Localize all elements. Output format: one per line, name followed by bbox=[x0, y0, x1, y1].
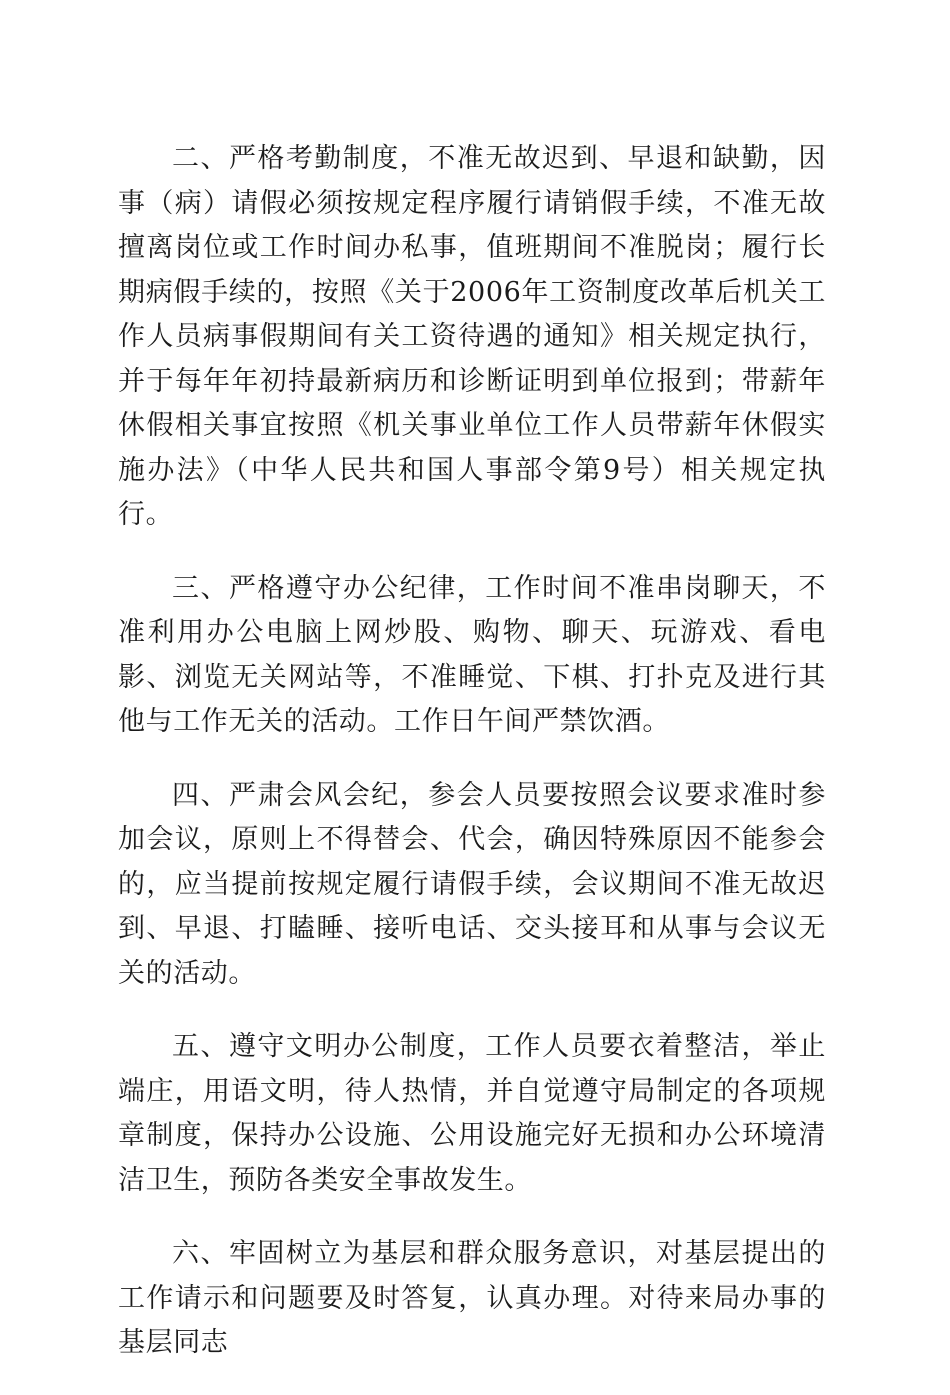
paragraph-attendance-rules: 二、严格考勤制度，不准无故迟到、早退和缺勤，因事（病）请假必须按规定程序履行请销假手续，不准无故擅离岗位或工作时间办私事，值班期间不准脱岗；履行长期病假手续的，按照《关于2006年工资制度改革后机关工作人员病事假期间有关工资待遇的通知》相关规定执行，并于每年年初持最新病历和诊断证明到单位报到；带薪年休假相关事宜按照《机关事业单位工作人员带薪年休假实施办法》（中华人民共和国人事部令第9号）相关规定执行。 bbox=[118, 143, 826, 530]
paragraph-civilized-office: 五、遵守文明办公制度，工作人员要衣着整洁，举止端庄，用语文明，待人热情，并自觉遵守局制定的各项规章制度，保持办公设施、公用设施完好无损和办公环境清洁卫生，预防各类安全事故发生。 bbox=[118, 1031, 826, 1196]
paragraph-office-discipline: 三、严格遵守办公纪律，工作时间不准串岗聊天，不准利用办公电脑上网炒股、购物、聊天、玩游戏、看电影、浏览无关网站等，不准睡觉、下棋、打扑克及进行其他与工作无关的活动。工作日午间严禁饮酒。 bbox=[118, 572, 826, 737]
document-body bbox=[118, 137, 826, 1395]
paragraph-service-awareness: 六、牢固树立为基层和群众服务意识，对基层提出的工作请示和问题要及时答复，认真办理。对待来局办事的基层同志 bbox=[118, 1238, 826, 1358]
paragraph-meeting-discipline: 四、严肃会风会纪，参会人员要按照会议要求准时参加会议，原则上不得替会、代会，确因特殊原因不能参会的，应当提前按规定履行请假手续，会议期间不准无故迟到、早退、打瞌睡、接听电话、交头接耳和从事与会议无关的活动。 bbox=[118, 779, 826, 989]
